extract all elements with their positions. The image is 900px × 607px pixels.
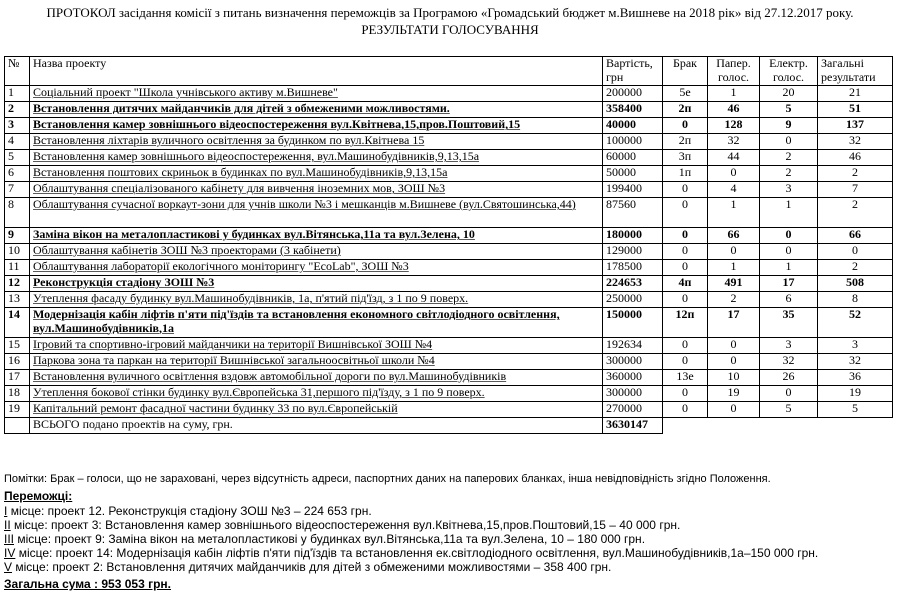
place-text: місце: проект 14: Модернізація кабін ліфтів п'яти під'їздів та встановлення ек.світлодіодного освітлення, вул.Машинобудівників,1а–150 000 грн.: [18, 546, 819, 560]
table-row: [5, 198, 893, 228]
rejected-votes: 5е: [663, 86, 708, 102]
header-paper-votes: Папер. голос.: [708, 57, 760, 86]
electronic-votes: 1: [760, 198, 818, 228]
rejected-votes: 2п: [663, 134, 708, 150]
project-cost: 150000: [603, 308, 663, 338]
project-cost: 250000: [603, 292, 663, 308]
row-number: 8: [5, 198, 30, 228]
row-number: 2: [5, 102, 30, 118]
table-row: [5, 402, 893, 418]
rejected-votes: 0: [663, 118, 708, 134]
project-cost: 360000: [603, 370, 663, 386]
table-sum-row: [5, 418, 893, 434]
row-number: 12: [5, 276, 30, 292]
electronic-votes: 2: [760, 150, 818, 166]
place-text: місце: проект 12. Реконструкція стадіону ЗОШ №3 – 224 653 грн.: [10, 504, 372, 518]
results-heading: РЕЗУЛЬТАТИ ГОЛОСУВАННЯ: [361, 22, 539, 37]
header-number: №: [5, 57, 30, 86]
total-sum: Загальна сума : 953 053 грн.: [4, 577, 171, 591]
electronic-votes: 2: [760, 166, 818, 182]
paper-votes: 2: [708, 292, 760, 308]
place-mark: V: [4, 560, 13, 574]
rejected-votes: 0: [663, 260, 708, 276]
row-number: 3: [5, 118, 30, 134]
table-row: [5, 276, 893, 292]
row-number: 17: [5, 370, 30, 386]
electronic-votes: 5: [760, 102, 818, 118]
project-cost: 60000: [603, 150, 663, 166]
total-votes: 2: [818, 166, 893, 182]
header-cost: Вартість, грн: [603, 57, 663, 86]
project-name: Утеплення фасаду будинку вул.Машинобудівників, 1а, п'ятий під'їзд, з 1 по 9 поверх.: [30, 292, 603, 308]
paper-votes: 1: [708, 86, 760, 102]
rejected-votes: 0: [663, 402, 708, 418]
total-votes: 36: [818, 370, 893, 386]
paper-votes: 19: [708, 386, 760, 402]
note-text: Помітки: Брак – голоси, що не зараховані, через відсутність адреси, паспортних даних на паперових бланках, інша невідповідність згідно Положення.: [4, 473, 771, 485]
project-cost: 87560: [603, 198, 663, 228]
rejected-votes: 1п: [663, 166, 708, 182]
total-votes: 32: [818, 134, 893, 150]
table-row: [5, 86, 893, 102]
place-mark: III: [4, 532, 15, 546]
winner-place: [4, 518, 892, 532]
place-text: місце: проект 2: Встановлення дитячих майданчиків для дітей з обмеженими можливостями – 358 400 грн.: [15, 560, 612, 574]
header-electronic-votes: Електр. голос.: [760, 57, 818, 86]
table-row: [5, 134, 893, 150]
place-mark: II: [4, 518, 11, 532]
rejected-votes: 0: [663, 292, 708, 308]
rejected-votes: 4п: [663, 276, 708, 292]
rejected-votes: 0: [663, 386, 708, 402]
header-rejected: Брак: [663, 57, 708, 86]
table-row: [5, 292, 893, 308]
table-row: [5, 354, 893, 370]
table-row: [5, 370, 893, 386]
project-name: Капітальний ремонт фасадної частини будинку 33 по вул.Європейській: [30, 402, 603, 418]
electronic-votes: 0: [760, 244, 818, 260]
electronic-votes: 0: [760, 386, 818, 402]
header-project-name: Назва проекту: [30, 57, 603, 86]
paper-votes: 32: [708, 134, 760, 150]
table-row: [5, 260, 893, 276]
rejected-votes: 0: [663, 198, 708, 228]
total-votes: 3: [818, 338, 893, 354]
table-row: [5, 386, 893, 402]
electronic-votes: 6: [760, 292, 818, 308]
paper-votes: 66: [708, 228, 760, 244]
rejected-votes: 13е: [663, 370, 708, 386]
winners-list: [4, 504, 892, 574]
project-name: Встановлення поштових скриньок в будинках по вул.Машинобудівників,9,13,15а: [30, 166, 603, 182]
total-votes: 32: [818, 354, 893, 370]
total-votes: 8: [818, 292, 893, 308]
row-number: 11: [5, 260, 30, 276]
total-votes: 52: [818, 308, 893, 338]
winner-place: [4, 504, 892, 518]
paper-votes: 0: [708, 338, 760, 354]
project-name: Встановлення камер зовнішнього відеоспостереження, вул.Машинобудівників,9,13,15а: [30, 150, 603, 166]
total-votes: 19: [818, 386, 893, 402]
table-row: [5, 118, 893, 134]
total-votes: 2: [818, 260, 893, 276]
winner-place: [4, 532, 892, 546]
paper-votes: 491: [708, 276, 760, 292]
total-votes: 51: [818, 102, 893, 118]
row-number: 9: [5, 228, 30, 244]
row-number: 5: [5, 150, 30, 166]
project-cost: 178500: [603, 260, 663, 276]
electronic-votes: 5: [760, 402, 818, 418]
project-name: Встановлення вуличного освітлення вздовж автомобільної дороги по вул.Машинобудівників: [30, 370, 603, 386]
row-number: 18: [5, 386, 30, 402]
rejected-votes: 12п: [663, 308, 708, 338]
header-total-results: Загальні результати: [818, 57, 893, 86]
project-name: Паркова зона та паркан на території Вишнівської загальноосвітньої школи №4: [30, 354, 603, 370]
row-number: 6: [5, 166, 30, 182]
project-cost: 200000: [603, 86, 663, 102]
row-number: 13: [5, 292, 30, 308]
table-row: [5, 228, 893, 244]
project-name: Облаштування спеціалізованого кабінету для вивчення іноземних мов, ЗОШ №3: [30, 182, 603, 198]
document-title: ПРОТОКОЛ засідання комісії з питань визначення переможців за Програмою «Громадський бюджет м.Вишневе на 2018 рік» від 27.12.2017 року.: [46, 5, 854, 20]
table-header-row: [5, 57, 893, 86]
paper-votes: 128: [708, 118, 760, 134]
total-votes: 508: [818, 276, 893, 292]
project-cost: 129000: [603, 244, 663, 260]
place-mark: IV: [4, 546, 16, 560]
row-number: 4: [5, 134, 30, 150]
table-row: [5, 338, 893, 354]
project-cost: 100000: [603, 134, 663, 150]
total-votes: 5: [818, 402, 893, 418]
electronic-votes: 20: [760, 86, 818, 102]
rejected-votes: 0: [663, 354, 708, 370]
winner-place: [4, 560, 892, 574]
project-name: Утеплення бокової стінки будинку вул.Європейська 31,першого під'їзду, з 1 по 9 поверх.: [30, 386, 603, 402]
electronic-votes: 3: [760, 182, 818, 198]
electronic-votes: 17: [760, 276, 818, 292]
project-cost: 224653: [603, 276, 663, 292]
project-name: Ігровий та спортивно-ігровий майданчики на території Вишнівської ЗОШ №4: [30, 338, 603, 354]
rejected-votes: 2п: [663, 102, 708, 118]
paper-votes: 44: [708, 150, 760, 166]
paper-votes: 0: [708, 244, 760, 260]
project-cost: 300000: [603, 354, 663, 370]
electronic-votes: 9: [760, 118, 818, 134]
electronic-votes: 1: [760, 260, 818, 276]
project-name: Встановлення ліхтарів вуличного освітлення за будинком по вул.Квітнева 15: [30, 134, 603, 150]
project-name: Реконструкція стадіону ЗОШ №3: [30, 276, 603, 292]
place-mark: I: [4, 504, 8, 518]
total-votes: 66: [818, 228, 893, 244]
paper-votes: 1: [708, 198, 760, 228]
row-number: 1: [5, 86, 30, 102]
place-text: місце: проект 3: Встановлення камер зовнішнього відеоспостереження вул.Квітнева,15,пров.Поштовий,15 – 40 000 грн.: [14, 518, 681, 532]
voting-results-table: [4, 56, 893, 434]
table-row: [5, 166, 893, 182]
project-name: Облаштування кабінетів ЗОШ №3 проекторами (3 кабінети): [30, 244, 603, 260]
project-cost: 50000: [603, 166, 663, 182]
paper-votes: 10: [708, 370, 760, 386]
total-votes: 0: [818, 244, 893, 260]
place-text: місце: проект 9: Заміна вікон на металопластикові у будинках вул.Вітянська,11а та вул.Зелена, 10 – 180 000 грн.: [17, 532, 646, 546]
rejected-votes: 3п: [663, 150, 708, 166]
project-name: Встановлення дитячих майданчиків для дітей з обмеженими можливостями.: [30, 102, 603, 118]
row-number: 15: [5, 338, 30, 354]
paper-votes: 0: [708, 402, 760, 418]
total-votes: 137: [818, 118, 893, 134]
electronic-votes: 0: [760, 134, 818, 150]
row-number: 19: [5, 402, 30, 418]
electronic-votes: 26: [760, 370, 818, 386]
project-name: Встановлення камер зовнішнього відеоспостереження вул.Квітнева,15,пров.Поштовий,15: [30, 118, 603, 134]
project-cost: 180000: [603, 228, 663, 244]
paper-votes: 1: [708, 260, 760, 276]
row-number: 16: [5, 354, 30, 370]
table-row: [5, 244, 893, 260]
paper-votes: 17: [708, 308, 760, 338]
project-cost: 270000: [603, 402, 663, 418]
project-name: Облаштування лабораторії екологічного моніторингу "EcoLab", ЗОШ №3: [30, 260, 603, 276]
total-votes: 46: [818, 150, 893, 166]
paper-votes: 46: [708, 102, 760, 118]
project-name: Модернізація кабін ліфтів п'яти під'їздів та встановлення економного світлодіодного освітлення, вул.Машинобудівників,1а: [30, 308, 603, 338]
project-cost: 40000: [603, 118, 663, 134]
rejected-votes: 0: [663, 244, 708, 260]
table-row: [5, 308, 893, 338]
notes-section: [4, 472, 892, 592]
project-name: Соціальний проект "Школа учнівського активу м.Вишневе": [30, 86, 603, 102]
winner-place: [4, 546, 892, 560]
paper-votes: 0: [708, 166, 760, 182]
sum-value: 3630147: [603, 418, 663, 434]
rejected-votes: 0: [663, 338, 708, 354]
rejected-votes: 0: [663, 228, 708, 244]
paper-votes: 0: [708, 354, 760, 370]
table-row: [5, 102, 893, 118]
table-row: [5, 182, 893, 198]
rejected-votes: 0: [663, 182, 708, 198]
sum-label: ВСЬОГО подано проектів на суму, грн.: [30, 418, 603, 434]
winners-heading: Переможці:: [4, 489, 73, 503]
project-cost: 300000: [603, 386, 663, 402]
sum-blank-cell: [5, 418, 30, 434]
total-votes: 2: [818, 198, 893, 228]
electronic-votes: 3: [760, 338, 818, 354]
row-number: 14: [5, 308, 30, 338]
project-cost: 358400: [603, 102, 663, 118]
table-row: [5, 150, 893, 166]
row-number: 7: [5, 182, 30, 198]
row-number: 10: [5, 244, 30, 260]
electronic-votes: 0: [760, 228, 818, 244]
total-votes: 7: [818, 182, 893, 198]
paper-votes: 4: [708, 182, 760, 198]
total-votes: 21: [818, 86, 893, 102]
project-name: Облаштування сучасної воркаут-зони для учнів школи №3 і мешканців м.Вишневе (вул.Святошинська,44): [30, 198, 603, 228]
project-cost: 199400: [603, 182, 663, 198]
project-name: Заміна вікон на металопластикові у будинках вул.Вітянська,11а та вул.Зелена, 10: [30, 228, 603, 244]
project-cost: 192634: [603, 338, 663, 354]
electronic-votes: 32: [760, 354, 818, 370]
electronic-votes: 35: [760, 308, 818, 338]
